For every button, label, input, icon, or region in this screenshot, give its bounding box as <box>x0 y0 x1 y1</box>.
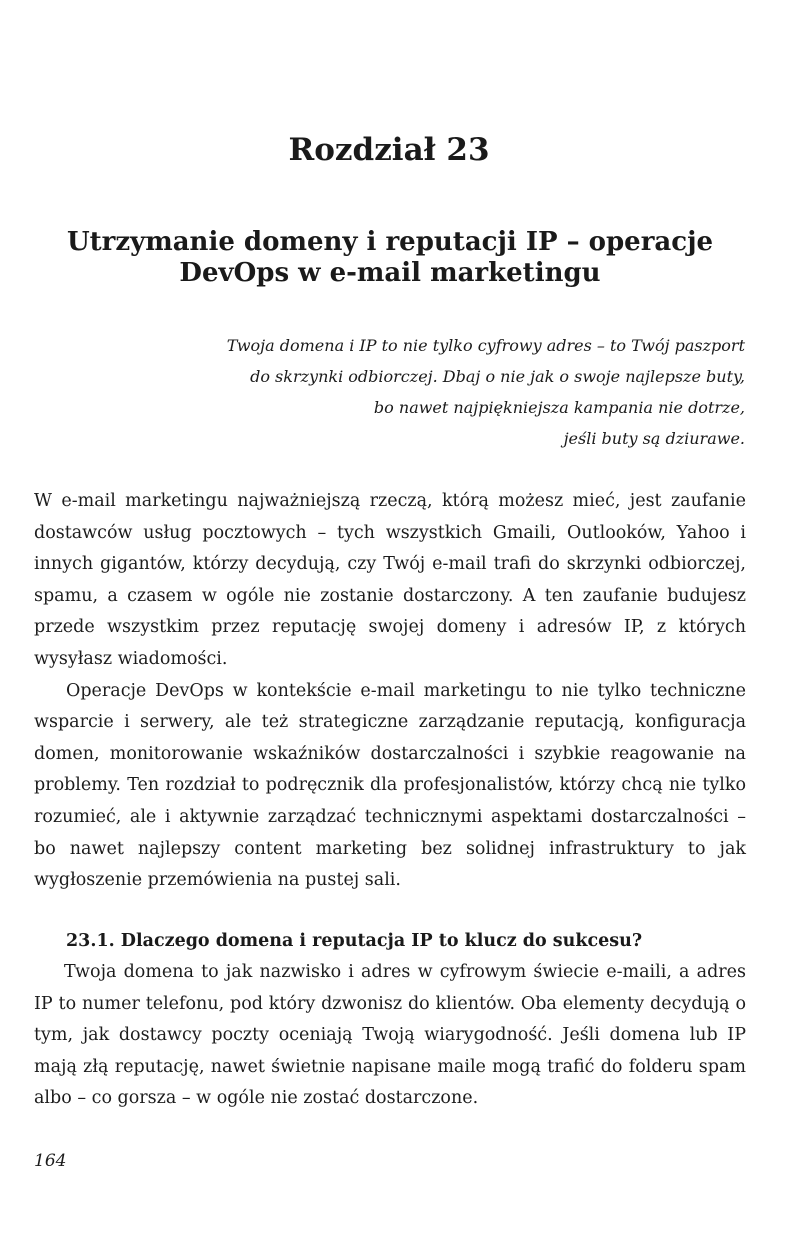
epigraph-line: Twoja domena i IP to nie tylko cyfrowy adres – to Twój paszport <box>226 336 745 355</box>
body-paragraph: Operacje DevOps w kontekście e-mail marketingu to nie tylko techniczne wsparcie i serwery, ale też strategiczne zarządzanie reputacją, konfiguracja domen, monitorowanie wskaźników dostarczalności i szybkie reagowanie na problemy. Ten rozdział to podręcznik dla profesjonalistów, którzy chcą nie tylko rozumieć, ale i aktywnie zarządzać technicznymi aspektami dostarczalności – bo nawet najlepszy content marketing bez solidnej infrastruktury to jak wygłoszenie przemówienia na pustej sali. <box>34 680 746 891</box>
chapter-body <box>34 486 746 897</box>
epigraph <box>150 330 745 454</box>
page-number: 164 <box>34 1151 67 1171</box>
epigraph-line: do skrzynki odbiorczej. Dbaj o nie jak o swoje najlepsze buty, <box>250 367 745 386</box>
body-paragraph: W e-mail marketingu najważniejszą rzeczą, którą możesz mieć, jest zaufanie dostawców usług pocztowych – tych wszystkich Gmaili, Outlooków, Yahoo i innych gigantów, którzy decydują, czy Twój e-mail trafi do skrzynki odbiorczej, spamu, a czasem w ogóle nie zostanie dostarczony. A ten zaufanie budujesz przede wszystkim przez reputację swojej domeny i adresów IP, z których wysyłasz wiadomości. <box>34 491 746 669</box>
epigraph-line: bo nawet najpiękniejsza kampania nie dotrze, <box>373 398 745 417</box>
section-paragraph: Twoja domena to jak nazwisko i adres w cyfrowym świecie e-maili, a adres IP to numer telefonu, pod który dzwonisz do klientów. Oba elementy decydują o tym, jak dostawcy poczty oceniają Twoją wiarygodność. Jeśli domena lub IP mają złą reputację, nawet świetnie napisane maile mogą trafić do folderu spam albo – co gorsza – w ogóle nie zostać dostarczone. <box>34 962 746 1109</box>
section-body <box>34 957 746 1115</box>
chapter-number: Rozdział 23 <box>288 132 490 168</box>
section-heading: 23.1. Dlaczego domena i reputacja IP to klucz do sukcesu? <box>66 931 643 951</box>
epigraph-line: jeśli buty są dziurawe. <box>563 429 745 448</box>
chapter-title: Utrzymanie domeny i reputacji IP – operacje DevOps w e-mail marketingu <box>66 227 714 288</box>
